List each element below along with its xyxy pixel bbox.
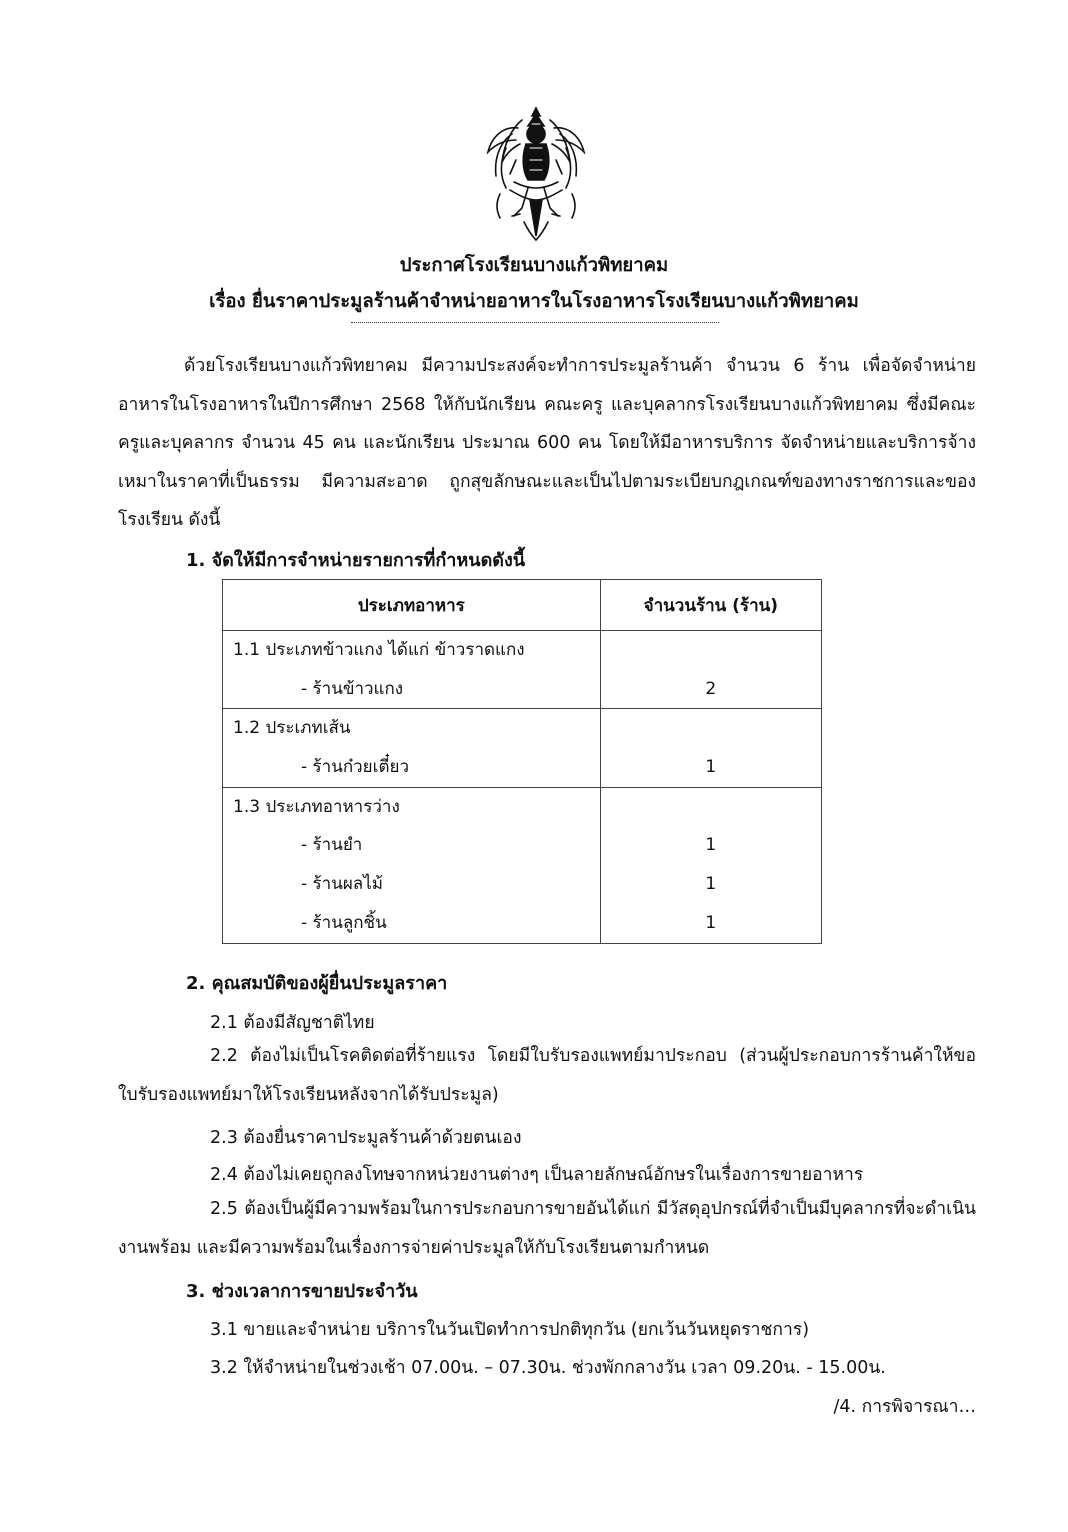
shop-count-cell bbox=[600, 709, 821, 787]
qualification-item: 2.1 ต้องมีสัญชาติไทย bbox=[210, 1013, 375, 1033]
sales-time-item: 3.2 ให้จำหน่ายในช่วงเช้า 07.00น. – 07.30น. ช่วงพักกลางวัน เวลา 09.20น. - 15.00น. bbox=[210, 1358, 886, 1378]
food-type-cell bbox=[223, 709, 601, 787]
category-label: 1.3 ประเภทอาหารว่าง bbox=[233, 796, 400, 817]
shop-name: - ร้านข้าวแกง bbox=[301, 678, 404, 699]
table-header-food-type: ประเภทอาหาร bbox=[223, 580, 601, 631]
table-row bbox=[223, 631, 822, 709]
section-1-heading: 1. จัดให้มีการจำหน่ายรายการที่กำหนดดังนี้ bbox=[186, 550, 526, 571]
table-row bbox=[223, 787, 822, 943]
shop-name: - ร้านก๋วยเตี๋ยว bbox=[301, 757, 409, 778]
shop-name: - ร้านลูกชิ้น bbox=[301, 912, 387, 933]
document-title: ประกาศโรงเรียนบางแก้วพิทยาคม bbox=[399, 255, 669, 276]
garuda-emblem-icon bbox=[482, 104, 590, 244]
shop-count-cell bbox=[600, 631, 821, 709]
category-label: 1.1 ประเภทข้าวแกง ได้แก่ ข้าวราดแกง bbox=[233, 640, 525, 660]
shop-count: 1 bbox=[705, 835, 717, 856]
shop-count: 1 bbox=[705, 912, 717, 933]
qualification-item: 2.2 ต้องไม่เป็นโรคติดต่อที่ร้ายแรง โดยมีใบรับรองแพทย์มาประกอบ (ส่วนผู้ประกอบการร้านค้าให้ขอใบรับรองแพทย์มาให้โรงเรียนหลังจากได้รับประมูล) bbox=[118, 1046, 976, 1105]
shop-count: 1 bbox=[705, 757, 717, 778]
section-2-heading: 2. คุณสมบัติของผู้ยื่นประมูลราคา bbox=[186, 973, 448, 994]
shop-count-cell bbox=[600, 787, 821, 943]
document-subject: เรื่อง ยื่นราคาประมูลร้านค้าจำหน่ายอาหารในโรงอาหารโรงเรียนบางแก้วพิทยาคม bbox=[209, 291, 859, 312]
title-divider bbox=[351, 322, 719, 323]
qualification-item: 2.5 ต้องเป็นผู้มีความพร้อมในการประกอบการขายอันได้แก่ มีวัสดุอุปกรณ์ที่จำเป็นมีบุคลากรที่จะดำเนินงานพร้อม และมีความพร้อมในเรื่องการจ่ายค่าประมูลให้กับโรงเรียนตามกำหนด bbox=[118, 1199, 976, 1258]
shop-name: - ร้านยำ bbox=[301, 835, 363, 856]
shop-count: 2 bbox=[705, 678, 717, 699]
qualification-item: 2.4 ต้องไม่เคยถูกลงโทษจากหน่วยงานต่างๆ เป็นลายลักษณ์อักษรในเรื่องการขายอาหาร bbox=[210, 1165, 864, 1185]
continuation-note: /4. การพิจารณา… bbox=[833, 1397, 976, 1417]
shop-name: - ร้านผลไม้ bbox=[301, 874, 383, 895]
food-shop-table bbox=[222, 579, 822, 944]
category-label: 1.2 ประเภทเส้น bbox=[233, 718, 351, 739]
section-3-heading: 3. ช่วงเวลาการขายประจำวัน bbox=[186, 1281, 418, 1302]
shop-count: 1 bbox=[705, 874, 717, 895]
food-type-cell bbox=[223, 787, 601, 943]
food-type-cell bbox=[223, 631, 601, 709]
intro-paragraph: ด้วยโรงเรียนบางแก้วพิทยาคม มีความประสงค์จะทำการประมูลร้านค้า จำนวน 6 ร้าน เพื่อจัดจำหน่ายอาหารในโรงอาหารในปีการศึกษา 2568 ให้กับนักเรียน คณะครู และบุคลากรโรงเรียนบางแก้วพิทยาคม ซึ่งมีคณะครูและบุคลากร จำนวน 45 คน และนักเรียน ประมาณ 600 คน โดยให้มีอาหารบริการ จัดจำหน่ายและบริการจ้างเหมาในราคาที่เป็นธรรม มีความสะอาด ถูกสุขลักษณะและเป็นไปตามระเบียบกฎเกณฑ์ของทางราชการและของโรงเรียน ดังนี้ bbox=[118, 356, 976, 530]
sales-time-item: 3.1 ขายและจำหน่าย บริการในวันเปิดทำการปกติทุกวัน (ยกเว้นวันหยุดราชการ) bbox=[210, 1320, 810, 1340]
table-row bbox=[223, 709, 822, 787]
qualification-item: 2.3 ต้องยื่นราคาประมูลร้านค้าด้วยตนเอง bbox=[210, 1128, 522, 1148]
table-header-shop-count: จำนวนร้าน (ร้าน) bbox=[600, 580, 821, 631]
